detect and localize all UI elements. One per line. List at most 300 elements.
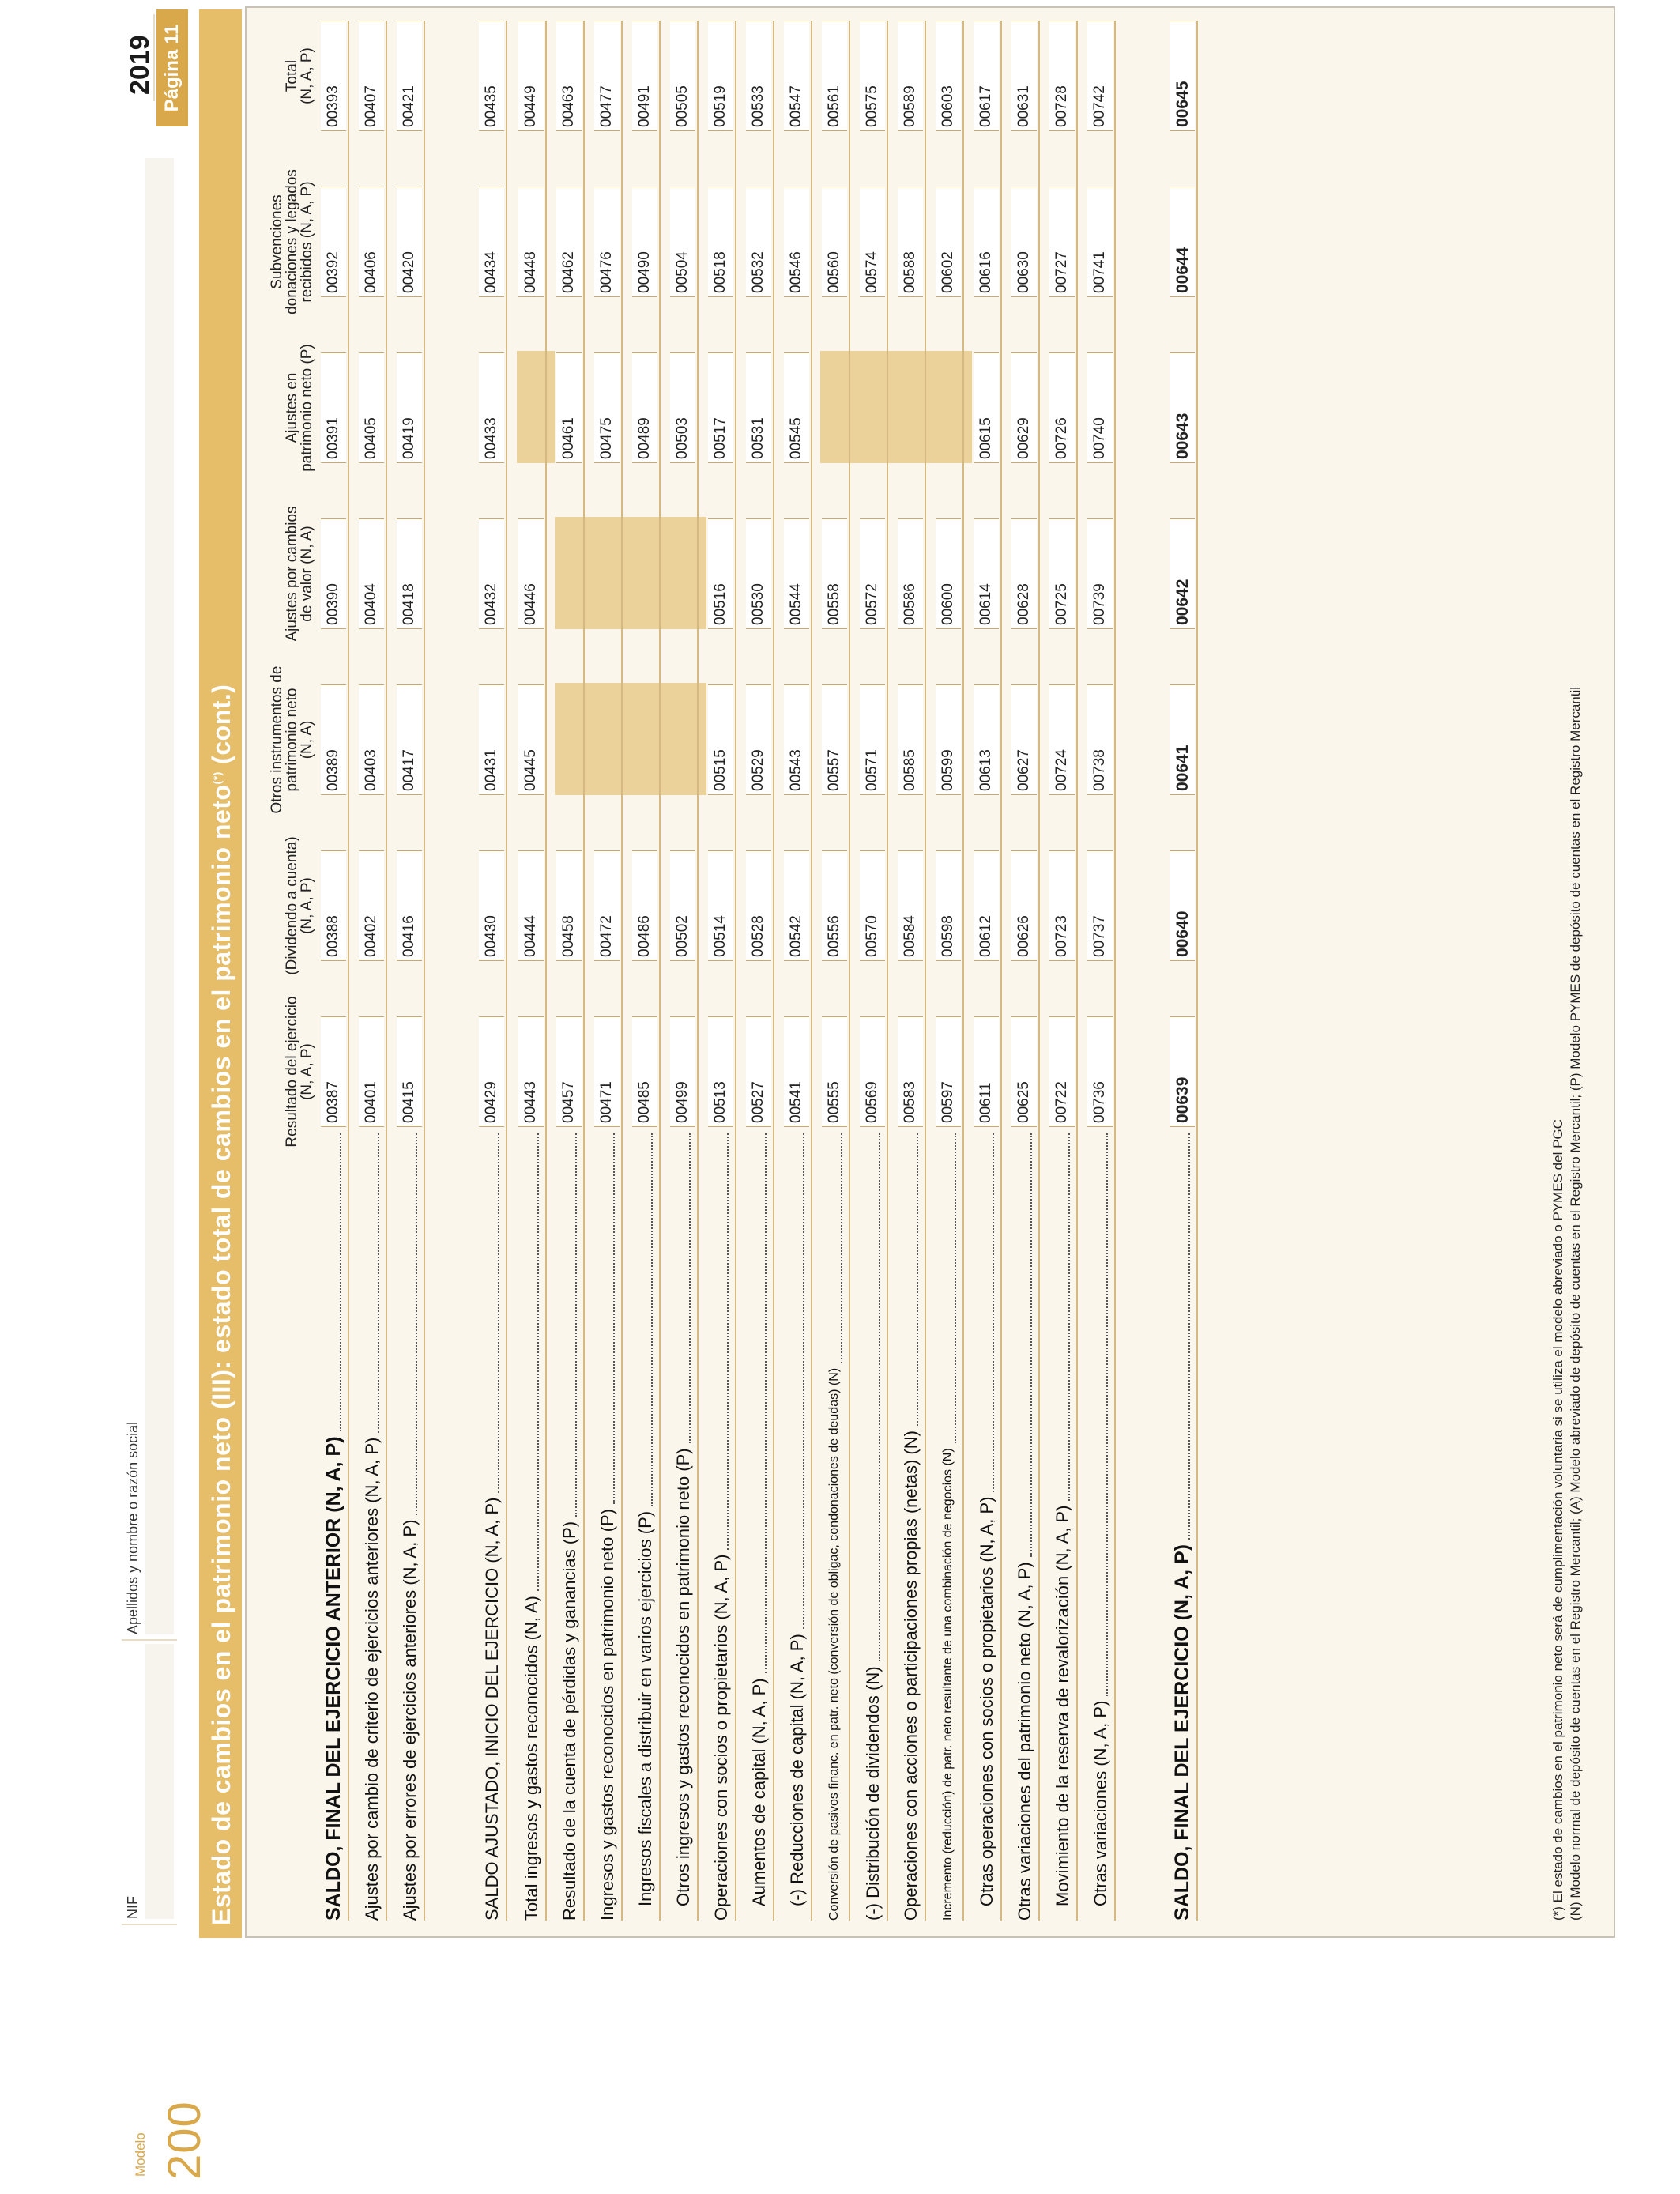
table-row	[1010, 8, 1038, 1936]
field-code: 00560	[826, 251, 842, 293]
leader-dots	[520, 1133, 539, 1591]
amount-field[interactable]	[479, 518, 504, 629]
field-code: 00477	[598, 85, 615, 127]
amount-field[interactable]	[1170, 684, 1195, 795]
field-code: 00401	[363, 1081, 379, 1123]
field-code: 00461	[560, 417, 577, 459]
column-header-line: de valor (N, A)	[299, 526, 315, 622]
empty-cell	[632, 684, 657, 795]
amount-field[interactable]	[1087, 684, 1113, 795]
table-row	[1168, 8, 1196, 1936]
amount-field[interactable]	[974, 684, 999, 795]
footnote-1: (*) El estado de cambios en el patrimonio neto será de cumplimentación voluntaria si se utiliza el modelo abreviado o PYMES del PGC	[1550, 1119, 1565, 1921]
amount-field[interactable]	[670, 21, 695, 131]
amount-field[interactable]	[321, 352, 346, 463]
empty-cell	[518, 352, 544, 463]
amount-field[interactable]	[321, 518, 346, 629]
amount-field[interactable]	[1011, 518, 1037, 629]
amount-field[interactable]	[321, 1016, 346, 1127]
row-label: Ingresos y gastos reconocidos en patrimonio neto (P)	[597, 1509, 617, 1921]
amount-field[interactable]	[746, 518, 771, 629]
amount-field[interactable]	[397, 352, 422, 463]
amount-field[interactable]	[974, 352, 999, 463]
field-code: 00462	[560, 251, 577, 293]
row-label: Incremento (reducción) de patr. neto resultante de una combinación de negocios (N)	[941, 1448, 955, 1921]
amount-field[interactable]	[1011, 850, 1037, 961]
amount-field[interactable]	[594, 352, 620, 463]
table-row	[896, 8, 925, 1936]
empty-cell	[822, 352, 847, 463]
field-code: 00530	[750, 583, 767, 625]
amount-field[interactable]	[594, 1016, 620, 1127]
empty-cell	[556, 684, 582, 795]
field-code: 00739	[1091, 583, 1108, 625]
field-code: 00558	[826, 583, 842, 625]
field-code: 00417	[401, 749, 417, 791]
row-rule	[697, 21, 699, 1921]
field-code: 00727	[1053, 251, 1070, 293]
amount-field[interactable]	[1170, 21, 1195, 131]
amount-field[interactable]	[860, 187, 885, 297]
field-code: 00471	[598, 1081, 615, 1123]
amount-field[interactable]	[1011, 352, 1037, 463]
table-row	[319, 8, 348, 1936]
field-code: 00403	[363, 749, 379, 791]
column-header-line: recibidos (N, A, P)	[299, 181, 315, 303]
field-code: 00431	[483, 749, 499, 791]
field-code: 00627	[1015, 749, 1032, 791]
amount-field[interactable]	[321, 684, 346, 795]
column-header	[284, 827, 315, 985]
amount-field[interactable]	[556, 352, 582, 463]
field-code: 00418	[401, 583, 417, 625]
modelo-number: 200	[159, 2101, 210, 2180]
amount-field[interactable]	[556, 21, 582, 131]
column-header	[284, 329, 315, 487]
amount-field[interactable]	[708, 850, 733, 961]
section-title-sup: (*)	[210, 771, 224, 785]
column-header-line: Otros instrumentos de	[269, 665, 285, 814]
field-code: 00740	[1091, 417, 1108, 459]
amount-field[interactable]	[1087, 21, 1113, 131]
amount-field[interactable]	[860, 518, 885, 629]
amount-field[interactable]	[670, 1016, 695, 1127]
field-code: 00625	[1015, 1081, 1032, 1123]
section-title-main: Estado de cambios en el patrimonio neto (III): estado total de cambios en el patrimonio neto	[207, 784, 235, 1925]
amount-field[interactable]	[746, 352, 771, 463]
field-code: 00644	[1173, 247, 1192, 293]
section-title-bar	[199, 9, 242, 1938]
amount-field[interactable]	[974, 518, 999, 629]
column-header-line: patrimonio neto (P)	[299, 344, 315, 472]
field-code: 00416	[401, 915, 417, 957]
amount-field[interactable]	[1049, 352, 1075, 463]
row-rule	[583, 21, 585, 1921]
amount-field[interactable]	[1087, 187, 1113, 297]
amount-field[interactable]	[784, 850, 809, 961]
amount-field[interactable]	[708, 518, 733, 629]
table-row	[934, 8, 962, 1936]
nif-label: NIF	[125, 1896, 141, 1919]
amount-field[interactable]	[518, 684, 544, 795]
row-rule	[1196, 21, 1198, 1921]
amount-field[interactable]	[784, 518, 809, 629]
field-code: 00557	[826, 749, 842, 791]
field-code: 00406	[363, 251, 379, 293]
amount-field[interactable]	[397, 850, 422, 961]
row-label: SALDO, FINAL DEL EJERCICIO ANTERIOR (N, A, P)	[322, 1436, 345, 1921]
amount-field[interactable]	[632, 1016, 657, 1127]
leader-dots	[1051, 1133, 1070, 1501]
amount-field[interactable]	[479, 684, 504, 795]
amount-field[interactable]	[1049, 187, 1075, 297]
row-label: Otras operaciones con socios o propietarios (N, A, P)	[977, 1496, 996, 1906]
field-code: 00737	[1091, 915, 1108, 957]
amount-field[interactable]	[1170, 518, 1195, 629]
amount-field[interactable]	[898, 187, 923, 297]
amount-field[interactable]	[670, 187, 695, 297]
field-code: 00433	[483, 417, 499, 459]
amount-field[interactable]	[1011, 684, 1037, 795]
nif-field	[122, 1639, 177, 1925]
amount-field[interactable]	[518, 21, 544, 131]
amount-field[interactable]	[936, 518, 961, 629]
amount-field[interactable]	[518, 518, 544, 629]
amount-field[interactable]	[1170, 187, 1195, 297]
row-rule	[1000, 21, 1002, 1921]
column-header-line: (N, A, P)	[299, 1043, 315, 1100]
amount-field[interactable]	[822, 1016, 847, 1127]
amount-field[interactable]	[784, 684, 809, 795]
field-code: 00390	[325, 583, 341, 625]
amount-field[interactable]	[1087, 850, 1113, 961]
amount-field[interactable]	[784, 1016, 809, 1127]
field-code: 00444	[522, 915, 539, 957]
field-code: 00404	[363, 583, 379, 625]
amount-field[interactable]	[359, 684, 384, 795]
amount-field[interactable]	[321, 21, 346, 131]
table-row	[1086, 8, 1114, 1936]
field-code: 00405	[363, 417, 379, 459]
amount-field[interactable]	[359, 21, 384, 131]
field-code: 00571	[864, 749, 880, 791]
row-label: Total ingresos y gastos reconocidos (N, A)	[522, 1596, 541, 1921]
amount-field[interactable]	[1011, 21, 1037, 131]
leader-dots	[1013, 1133, 1032, 1557]
amount-field[interactable]	[1170, 850, 1195, 961]
empty-cell	[556, 518, 582, 629]
amount-field[interactable]	[1049, 850, 1075, 961]
amount-field[interactable]	[479, 187, 504, 297]
row-label: Conversión de pasivos financ. en patr. neto (conversión de obligac, condonaciones de deudas) (N)	[827, 1367, 841, 1921]
field-code: 00421	[401, 85, 417, 127]
amount-field[interactable]	[1087, 1016, 1113, 1127]
amount-field[interactable]	[822, 684, 847, 795]
amount-field[interactable]	[359, 352, 384, 463]
table-row	[706, 8, 735, 1936]
leader-dots	[672, 1133, 691, 1443]
amount-field[interactable]	[670, 850, 695, 961]
amount-field[interactable]	[708, 684, 733, 795]
row-rule	[811, 21, 812, 1921]
row-rule	[659, 21, 661, 1921]
empty-cell	[594, 684, 620, 795]
amount-field[interactable]	[479, 1016, 504, 1127]
row-label: SALDO AJUSTADO, INICIO DEL EJERCICIO (N, A, P)	[482, 1497, 502, 1921]
modelo-label: Modelo	[133, 2132, 148, 2177]
field-code: 00599	[940, 749, 956, 791]
table-row	[593, 8, 621, 1936]
amount-field[interactable]	[632, 352, 657, 463]
row-rule	[348, 21, 349, 1921]
column-header	[269, 661, 315, 819]
table-row	[1048, 8, 1076, 1936]
field-code: 00629	[1015, 417, 1032, 459]
table-row	[395, 8, 424, 1936]
empty-cell	[670, 518, 695, 629]
amount-field[interactable]	[746, 187, 771, 297]
leader-dots	[710, 1133, 729, 1550]
amount-field[interactable]	[397, 518, 422, 629]
leader-dots	[899, 1133, 918, 1426]
row-label: SALDO, FINAL DEL EJERCICIO (N, A, P)	[1171, 1544, 1193, 1921]
row-rule	[1076, 21, 1078, 1921]
amount-field[interactable]	[321, 187, 346, 297]
amount-field[interactable]	[936, 1016, 961, 1127]
field-code: 00742	[1091, 85, 1108, 127]
amount-field[interactable]	[397, 187, 422, 297]
form-panel	[245, 6, 1615, 1938]
row-label: Otros ingresos y gastos reconocidos en patrimonio neto (P)	[673, 1448, 693, 1906]
amount-field[interactable]	[822, 21, 847, 131]
amount-field[interactable]	[1049, 1016, 1075, 1127]
amount-field[interactable]	[397, 1016, 422, 1127]
empty-cell	[860, 352, 885, 463]
amount-field[interactable]	[784, 187, 809, 297]
field-code: 00546	[788, 251, 804, 293]
row-label: Operaciones con acciones o participaciones propias (netas) (N)	[901, 1431, 921, 1921]
amount-field[interactable]	[784, 21, 809, 131]
field-code: 00726	[1053, 417, 1070, 459]
leader-dots	[596, 1133, 615, 1504]
amount-field[interactable]	[1170, 1016, 1195, 1127]
amount-field[interactable]	[746, 21, 771, 131]
amount-field[interactable]	[632, 187, 657, 297]
amount-field[interactable]	[898, 850, 923, 961]
field-code: 00542	[788, 915, 804, 957]
field-code: 00630	[1015, 251, 1032, 293]
amount-field[interactable]	[898, 684, 923, 795]
amount-field[interactable]	[397, 21, 422, 131]
amount-field[interactable]	[359, 850, 384, 961]
nif-input[interactable]	[145, 1644, 174, 1919]
row-rule	[962, 21, 964, 1921]
amount-field[interactable]	[822, 518, 847, 629]
amount-field[interactable]	[518, 850, 544, 961]
field-code: 00642	[1173, 579, 1192, 625]
table-row	[782, 8, 811, 1936]
leader-dots	[861, 1133, 880, 1661]
amount-field[interactable]	[746, 850, 771, 961]
column-header	[284, 993, 315, 1151]
field-code: 00532	[750, 251, 767, 293]
amount-field[interactable]	[632, 850, 657, 961]
amount-field[interactable]	[974, 187, 999, 297]
amount-field[interactable]	[898, 1016, 923, 1127]
amount-field[interactable]	[556, 187, 582, 297]
amount-field[interactable]	[359, 187, 384, 297]
field-code: 00458	[560, 915, 577, 957]
field-code: 00555	[826, 1081, 842, 1123]
amount-field[interactable]	[974, 850, 999, 961]
amount-field[interactable]	[594, 850, 620, 961]
field-code: 00446	[522, 583, 539, 625]
field-code: 00612	[977, 915, 994, 957]
amount-field[interactable]	[479, 21, 504, 131]
field-code: 00628	[1015, 583, 1032, 625]
field-code: 00432	[483, 583, 499, 625]
amount-field[interactable]	[518, 187, 544, 297]
column-header	[269, 163, 315, 321]
amount-field[interactable]	[359, 518, 384, 629]
amount-field[interactable]	[784, 352, 809, 463]
amount-field[interactable]	[1049, 21, 1075, 131]
amount-field[interactable]	[822, 850, 847, 961]
column-header-line: Ajustes en	[284, 372, 300, 443]
leader-dots	[975, 1133, 994, 1492]
field-code: 00443	[522, 1081, 539, 1123]
field-code: 00547	[788, 85, 804, 127]
amount-field[interactable]	[359, 1016, 384, 1127]
field-code: 00448	[522, 251, 539, 293]
page-number-badge: Página 11	[156, 9, 188, 126]
amount-field[interactable]	[974, 1016, 999, 1127]
amount-field[interactable]	[898, 21, 923, 131]
amount-field[interactable]	[822, 187, 847, 297]
amount-field[interactable]	[936, 850, 961, 961]
amount-field[interactable]	[1011, 187, 1037, 297]
column-header	[284, 495, 315, 653]
amount-field[interactable]	[936, 21, 961, 131]
amount-field[interactable]	[397, 684, 422, 795]
table-row	[669, 8, 697, 1936]
field-code: 00402	[363, 915, 379, 957]
amount-field[interactable]	[860, 684, 885, 795]
field-code: 00585	[902, 749, 918, 791]
field-code: 00541	[788, 1081, 804, 1123]
amount-field[interactable]	[860, 21, 885, 131]
field-code: 00528	[750, 915, 767, 957]
amount-field[interactable]	[518, 1016, 544, 1127]
name-label: Apellidos y nombre o razón social	[125, 1421, 141, 1634]
amount-field[interactable]	[1049, 518, 1075, 629]
amount-field[interactable]	[860, 1016, 885, 1127]
field-code: 00516	[712, 583, 729, 625]
row-label: Movimiento de la reserva de revalorización (N, A, P)	[1053, 1505, 1072, 1906]
field-code: 00602	[940, 251, 956, 293]
amount-field[interactable]	[1170, 352, 1195, 463]
row-label: Aumentos de capital (N, A, P)	[749, 1678, 769, 1906]
amount-field[interactable]	[860, 850, 885, 961]
field-code: 00728	[1053, 85, 1070, 127]
table-row	[357, 8, 386, 1936]
amount-field[interactable]	[1049, 684, 1075, 795]
field-code: 00529	[750, 749, 767, 791]
leader-dots	[785, 1133, 804, 1629]
amount-field[interactable]	[708, 1016, 733, 1127]
leader-dots	[634, 1133, 653, 1506]
table-row	[477, 8, 506, 1936]
row-label: Ingresos fiscales a distribuir en varios ejercicios (P)	[635, 1510, 655, 1906]
field-code: 00407	[363, 85, 379, 127]
amount-field[interactable]	[708, 352, 733, 463]
row-rule	[735, 21, 736, 1921]
field-code: 00527	[750, 1081, 767, 1123]
field-code: 00388	[325, 915, 341, 957]
leader-dots	[398, 1133, 417, 1515]
amount-field[interactable]	[936, 187, 961, 297]
field-code: 00475	[598, 417, 615, 459]
amount-field[interactable]	[1087, 518, 1113, 629]
field-code: 00445	[522, 749, 539, 791]
amount-field[interactable]	[479, 352, 504, 463]
amount-field[interactable]	[708, 21, 733, 131]
column-header-line: (N, A)	[299, 720, 315, 760]
field-code: 00613	[977, 749, 994, 791]
identification-bar	[122, 28, 177, 1925]
amount-field[interactable]	[594, 21, 620, 131]
row-rule	[386, 21, 387, 1921]
field-code: 00504	[674, 251, 691, 293]
field-code: 00738	[1091, 749, 1108, 791]
amount-field[interactable]	[1087, 352, 1113, 463]
field-code: 00741	[1091, 251, 1108, 293]
row-label: (-) Reducciones de capital (N, A, P)	[787, 1634, 807, 1906]
amount-field[interactable]	[556, 850, 582, 961]
table-row	[555, 8, 583, 1936]
field-code: 00518	[712, 251, 729, 293]
column-header-line: donaciones y legados	[284, 169, 300, 315]
amount-field[interactable]	[594, 187, 620, 297]
amount-field[interactable]	[746, 684, 771, 795]
field-code: 00597	[940, 1081, 956, 1123]
field-code: 00588	[902, 251, 918, 293]
field-code: 00419	[401, 417, 417, 459]
row-label: Otras variaciones del patrimonio neto (N, A, P)	[1015, 1562, 1034, 1921]
section-title	[207, 684, 236, 1925]
field-code: 00569	[864, 1081, 880, 1123]
amount-field[interactable]	[974, 21, 999, 131]
amount-field[interactable]	[632, 21, 657, 131]
amount-field[interactable]	[321, 850, 346, 961]
field-code: 00603	[940, 85, 956, 127]
name-input[interactable]	[145, 158, 174, 1634]
field-code: 00457	[560, 1081, 577, 1123]
amount-field[interactable]	[1011, 1016, 1037, 1127]
field-code: 00505	[674, 85, 691, 127]
amount-field[interactable]	[670, 352, 695, 463]
amount-field[interactable]	[746, 1016, 771, 1127]
field-code: 00491	[636, 85, 653, 127]
field-code: 00490	[636, 251, 653, 293]
amount-field[interactable]	[898, 518, 923, 629]
amount-field[interactable]	[479, 850, 504, 961]
amount-field[interactable]	[708, 187, 733, 297]
amount-field[interactable]	[936, 684, 961, 795]
amount-field[interactable]	[556, 1016, 582, 1127]
field-code: 00615	[977, 417, 994, 459]
empty-cell	[670, 684, 695, 795]
